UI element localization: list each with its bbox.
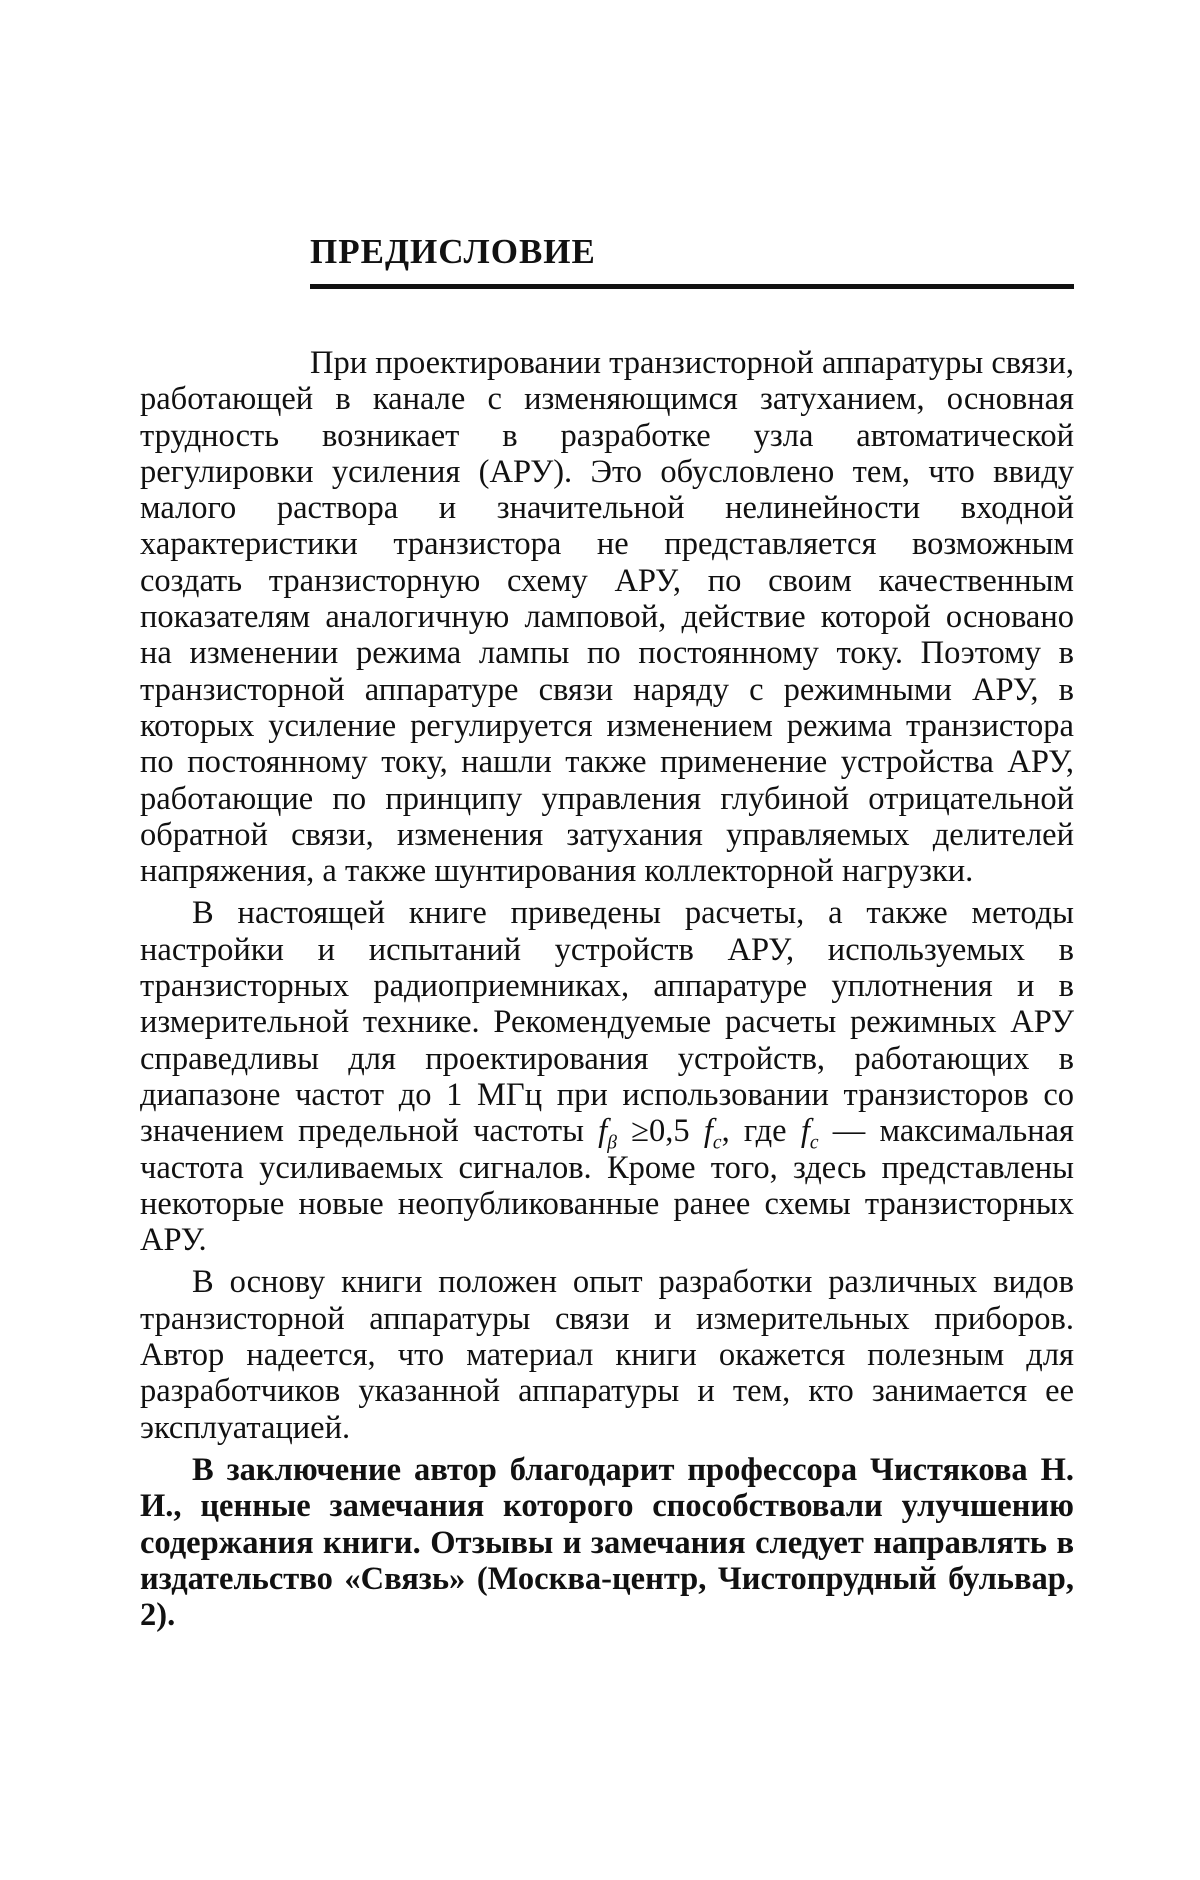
paragraph-basis: В основу книги положен опыт разработки различных видов транзисторной аппаратуры связи и измерительных приборов. Автор надеется, что материал книги окажется полезным для разработчиков указанной аппаратуры и тем, кто занимается ее эксплуатацией. xyxy=(140,1264,1074,1446)
ge-relation: ≥0,5 xyxy=(616,1113,704,1150)
page-title: ПРЕДИСЛОВИЕ xyxy=(310,232,596,271)
preface-body xyxy=(140,345,1074,1639)
paragraph-contents xyxy=(140,895,1074,1258)
frequency-f-c-def: $f_с$ xyxy=(800,1113,819,1154)
paragraph-contents-text-end: — максимальная частота усиливаемых сигналов. Кроме того, здесь представлены некоторые новые неопубликованные ранее схемы транзисторных АРУ. xyxy=(140,1113,1074,1259)
frequency-f-beta: $f_\beta$ xyxy=(598,1113,617,1154)
frequency-f-c: $f_с$ xyxy=(703,1113,722,1154)
paragraph-acknowledgement: В заключение автор благодарит профессора Чистякова Н. И., ценные замечания которого способствовали улучшению содержания книги. Отзывы и замечания следует направлять в издательство «Связь» (Москва-центр, Чистопрудный бульвар, 2). xyxy=(140,1451,1074,1634)
paragraph-intro: При проектировании транзисторной аппаратуры связи, работающей в канале с изменяющимся затуханием, основная трудность возникает в разработке узла автоматической регулировки усиления (АРУ). Это обусловлено тем, что ввиду малого раствора и значительной нелинейности входной характеристики транзистора не представляется возможным создать транзисторную схему АРУ, по своим качественным показателям аналогичную ламповой, действие которой основано на изменении режима лампы по постоянному току. Поэтому в транзисторной аппаратуре связи наряду с режимными АРУ, в которых усиление регулируется изменением режима транзистора по постоянному току, нашли также применение устройства АРУ, работающие по принципу управления глубиной отрицательной обратной связи, изменения затухания управляемых делителей напряжения, а также шунтирования коллекторной нагрузки. xyxy=(140,345,1074,890)
title-rule xyxy=(310,284,1074,289)
paragraph-contents-text-start: В настоящей книге приведены расчеты, а также методы настройки и испытаний устройств АРУ, используемых в транзисторных радиоприемниках, аппаратуре уплотнения и в измерительной технике. Рекомендуемые расчеты режимных АРУ справедливы для проектирования устройств, работающих в диапазоне частот до 1 МГц при использовании транзисторов со значением предельной частоты xyxy=(140,895,1074,1150)
where-word: , где xyxy=(721,1113,801,1150)
